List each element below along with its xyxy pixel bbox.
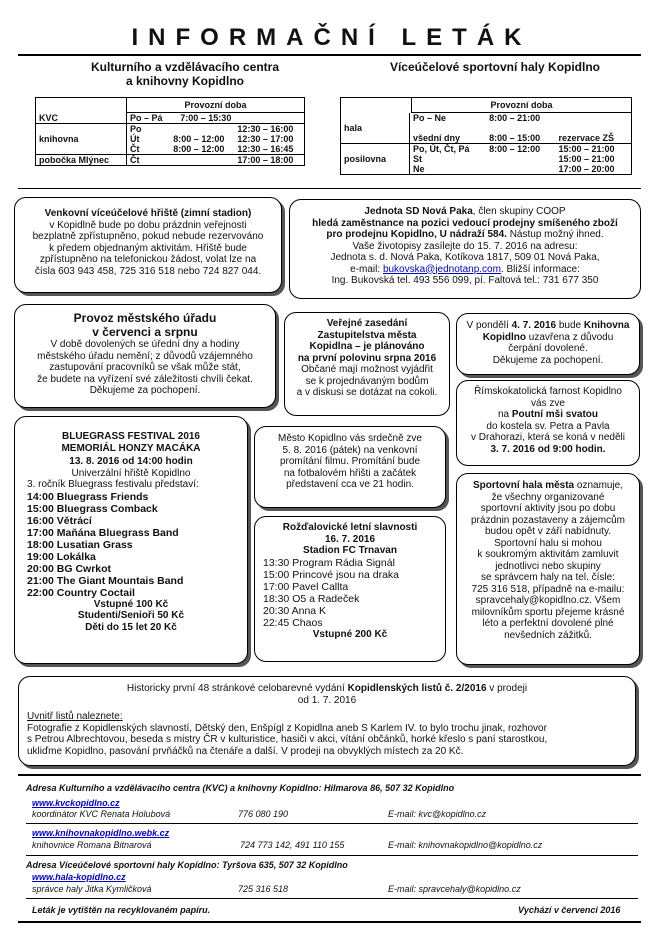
hala-row-days: všední dny [413,133,461,143]
listy-contents-title: Uvnitř listů naleznete: [27,711,123,722]
footer-hala-phone: 725 316 518 [238,884,289,894]
footer-library-web-link[interactable]: www.knihovnakopidlno.webk.cz [32,828,170,838]
sportovni-notice [456,473,640,665]
footer-hala-web-link[interactable]: www.hala-kopidlno.cz [32,872,126,882]
bluegrass-program-item: 17:00 Maňána Bluegrass Band [27,526,179,539]
kino-line: Město Kopidlno vás srdečně zve [278,433,422,444]
slavnosti-title: Rožďalovické letní slavnosti [282,522,418,533]
urad-subtitle: v červenci a srpnu [92,325,198,339]
urad-line: zastupování pracovníků se však může stát, [49,362,241,373]
hala-row-days: St [413,154,422,164]
kvc-row [36,124,304,135]
bluegrass-notice [14,416,248,664]
kino-notice [254,426,446,508]
knihovna-date: 4. 7. 2016 [511,320,557,331]
sportovni-line: 725 316 518, případně na e-mailu: [471,583,625,595]
bluegrass-program-item: 22:00 Country Coctail [27,586,135,599]
jednota-line: hledá zaměstnance na pozici vedoucí prodejny smíšeného zboží [312,217,618,229]
kvc-row [36,113,304,124]
kvc-heading-line2: a knihovny Kopidlno [125,74,244,88]
listy-line: Historicky první 48 stránkové celobarevné vydání [126,683,348,694]
footer-hala-manager: správce haly Jitka Kymličková [32,884,152,894]
sportovni-line: spravcehaly@kopidlno.cz. Všem [475,595,621,606]
slavnosti-program [255,557,445,629]
knihovna-text: bude [556,320,584,331]
zasedani-line: na první polovinu srpna 2016 [297,352,437,364]
hriste-line: v Kopidlně bude po dobu prázdnin veřejnosti [49,219,247,231]
listy-contents: Fotografie z Kopidlenských slavností, Dětský den, Enšpígl z Kopidlna aneb S Karlem IV. to bylo trochu jinak, rozhovor [27,722,547,734]
hriste-notice [14,197,282,293]
footer-divider [18,774,641,776]
sportovni-title: Sportovní hala města [472,480,575,491]
hala-row [341,113,631,123]
hala-row-days: Po – Ne [413,113,447,123]
knihovna-text: V pondělí [466,320,512,331]
slavnosti-price: Vstupné 200 Kč [312,628,388,640]
bluegrass-intro: 3. ročník Bluegrass festivalu představí: [27,479,199,490]
kvc-row-time2: 12:30 – 17:00 [237,134,294,144]
sportovni-line: k soukromým aktivitám zamluvit [477,549,619,560]
hala-hours-table [340,97,632,175]
slavnosti-notice [254,516,446,662]
hala-row-days: Po, Út, Čt, Pá [413,144,470,154]
urad-notice [14,304,276,408]
kvc-row-days: Čt [130,155,140,165]
hala-row [341,133,631,144]
knihovna-name: Knihovna [583,320,630,331]
sportovni-line: se správcem haly na tel. čísle: [481,572,615,583]
listy-contents: s Petrou Albrechtovou, beseda s mistry ČR v kulturistice, hasiči v akci, vítání občánků, horké křeslo s paní starostkou, [27,734,548,745]
kvc-row-time: 7:00 – 15:30 [180,113,232,123]
zasedani-line: Kopidlna – je plánováno [309,341,425,352]
footer-row-divider [26,855,638,856]
bluegrass-venue: Univerzální hřiště Kopidlno [71,467,191,479]
kvc-row-name: KVC [36,113,127,124]
sportovni-line: milovníkům sportu přejeme krásné [471,606,625,618]
listy-issue: Kopidlenských listů č. 2/2016 [347,683,487,694]
knihovna-name: Kopidlno [482,331,527,343]
sportovni-line: budou opět v září nabídnuty. [484,526,611,537]
zasedani-line: Občané mají možnost vyjádřit [301,364,433,375]
kvc-row-name: pobočka Mlýnec [36,155,127,166]
knihovna-text: čerpání dovolené. [508,343,588,354]
bluegrass-price: Studenti/Senioři 50 Kč [77,610,185,621]
zasedani-notice [284,312,450,416]
kvc-row-time [170,155,234,166]
farnost-date: 3. 7. 2016 od 9:00 hodin. [490,443,606,455]
slavnosti-program-item: 18:30 O5 a Radeček [263,592,360,605]
sportovni-line: léto a perfektní dovolené plné [482,618,614,629]
bluegrass-program-item: 15:00 Bluegrass Comback [27,502,158,515]
footer-kvc-coordinator: koordinátor KVC Renata Holubová [32,809,171,819]
kvc-hours-table [35,97,305,166]
farnost-line: do kostela sv. Petra a Pavla [486,420,610,432]
hala-row-time: 8:00 – 12:00 [489,144,541,154]
slavnosti-program-item: 17:00 Pavel Callta [263,580,349,593]
hriste-line: k předem objednaným aktivitám. Hřiště bude [49,242,247,254]
urad-line: V době dovolených se úřední dny a hodiny [50,339,240,350]
urad-thanks: Děkujeme za pochopení. [89,385,201,396]
hriste-title: Venkovní víceúčelové hřiště (zimní stadion) [44,208,252,219]
kvc-hours-rows [36,113,304,165]
kvc-row-time: 8:00 – 12:00 [173,134,225,144]
kvc-row-days: Čt [130,144,140,154]
kvc-row-time2: 12:30 – 16:00 [237,124,294,134]
hala-row [341,123,631,133]
slavnosti-program-item: 22:45 Chaos [263,616,323,629]
bluegrass-program-item: 18:00 Lusatian Grass [27,538,133,551]
bluegrass-program-item: 16:00 Větrácí [27,514,92,527]
knihovna-text: uzavřena z důvodu [526,331,614,343]
bluegrass-subtitle: MEMORIÁL HONZY MACÁKA [61,442,201,454]
kvc-row [36,144,304,155]
footer-issue-date: Vychází v červenci 2016 [518,905,621,915]
jednota-email-link[interactable]: bukovska@jednotanp.com [382,263,501,275]
kvc-row [36,134,304,144]
kvc-row-days: Út [130,134,140,144]
title-divider [18,54,641,56]
sportovni-line: jednotlivci nebo skupiny [495,560,601,572]
listy-notice [18,676,636,766]
section-divider [18,188,641,189]
footer-hala-address: Adresa Víceúčelové sportovní haly Kopidlno: Tyršova 635, 507 32 Kopidlno [26,860,348,870]
footer-kvc-email[interactable]: E-mail: kvc@kopidlno.cz [388,809,487,819]
hala-row [341,154,631,164]
jednota-line: Vaše životopisy zasílejte do 15. 7. 2016 na adresu: [352,240,578,252]
sportovni-line: nevšedních zážitků. [504,629,592,641]
urad-line: městského úřadu nemění; z důvodů vzájemného [37,350,253,362]
bluegrass-program-item: 21:00 The Giant Mountais Band [27,574,184,587]
bluegrass-price: Děti do 15 let 20 Kč [85,621,177,633]
kvc-row-days: Po [130,124,142,134]
slavnosti-venue: Stadion FC Trnavan [303,545,397,556]
kvc-row-time2: 17:00 – 18:00 [237,155,294,165]
kino-line: promítání filmu. Promítání bude [279,456,421,467]
farnost-title: Římskokatolická farnost Kopidlno [474,386,622,397]
footer-librarian: knihovnice Romana Bitnarová [32,840,152,850]
kino-line: 5. 8. 2016 (pátek) na venkovní [282,444,418,456]
slavnosti-program-item: 15:00 Princové jsou na draka [263,568,400,581]
zasedani-line: Zastupitelstva města [317,329,417,341]
jednota-info: . Bližší informace: [500,263,580,275]
kvc-row-time [170,124,234,135]
knihovna-notice [456,313,640,375]
bluegrass-title: BLUEGRASS FESTIVAL 2016 [62,431,200,442]
knihovna-thanks: Děkujeme za pochopení. [492,354,604,366]
hala-row-time2: 15:00 – 21:00 [558,144,615,154]
hala-row-days: Ne [413,164,425,174]
farnost-line: na [497,409,512,420]
bottom-divider [18,921,641,923]
zasedani-line: se k projednávaným bodům [305,375,429,387]
hala-row-time: 8:00 – 21:00 [489,113,541,123]
kvc-heading [40,60,330,88]
hala-row-time2: 15:00 – 21:00 [558,154,615,164]
page-title: INFORMAČNÍ LETÁK [131,24,532,51]
listy-contents: ukliďme Kopidlno, pasování prvňáčků na čtenáře a další. V prodeji na obvyklých místech za 20 Kč. [27,745,464,757]
slavnosti-program-item: 13:30 Program Rádia Signál [263,556,395,569]
farnost-notice [456,380,640,466]
kvc-row-name: knihovna [36,134,127,144]
footer-recycled-note: Leták je vytištěn na recyklovaném papíru. [32,905,211,915]
jednota-coop: , člen skupiny COOP [472,206,566,217]
hala-row [341,164,631,174]
bluegrass-program-item: 19:00 Lokálka [27,550,96,563]
kino-line: představení cca ve 21 hodin. [286,479,414,490]
hala-row-name: posilovna [341,154,410,164]
hriste-phones: čísla 603 943 458, 725 316 518 nebo 724 827 044. [34,265,262,277]
footer-library-phone: 724 773 142, 491 110 155 [240,840,345,850]
bluegrass-date: 13. 8. 2016 od 14:00 hodin [69,456,193,467]
jednota-line: pro prodejnu Kopidlno, U nádraží 584. [326,229,507,240]
hriste-line: zpřístupněno na telefonickou žádost, volat lze na [39,254,257,265]
footer-kvc-address: Adresa Kulturního a vzdělávacího centra (KVC) a knihovny Kopidlno: Hilmarova 86, 507 32 Kopidlno [26,783,455,793]
listy-date: od 1. 7. 2016 [297,694,357,706]
kvc-hours-title: Provozní doba [126,98,304,113]
footer-hala-email[interactable]: E-mail: spravcehaly@kopidlno.cz [388,884,521,894]
zasedani-title: Veřejné zasedání [326,318,408,329]
kino-line: na fotbalovém hřišti a začátek [283,467,417,479]
hala-row-time: 8:00 – 15:00 [489,133,541,143]
hriste-line: bezplatně zpřístupněno, pokud nebude rezervováno [32,231,264,242]
hala-hours-rows [341,113,631,174]
footer-row-divider [26,898,638,899]
jednota-address: Jednota s. d. Nová Paka, Kotíkova 1817, 509 01 Nová Paka, [330,252,600,263]
bluegrass-program-item: 14:00 Bluegrass Friends [27,490,149,503]
farnost-event: Poutní mši svatou [511,409,599,420]
footer-library-email[interactable]: E-mail: knihovnakopidlno@kopidlno.cz [388,840,543,850]
footer-row-divider [26,823,638,824]
footer-kvc-phone: 776 080 190 [238,809,289,819]
jednota-notice [289,199,641,299]
hala-row-name: hala [341,123,410,133]
kvc-heading-line1: Kulturního a vzdělávacího centra [90,60,280,74]
hala-row [341,144,631,155]
slavnosti-date: 16. 7. 2016 [324,533,376,545]
slavnosti-program-item: 20:30 Anna K [263,604,327,617]
sportovni-line: sportovní aktivity jsou po dobu [480,503,616,514]
kvc-row-time2: 12:30 – 16:45 [237,144,294,154]
sportovni-line: oznamuje, [574,480,624,491]
kvc-row-days: Po – Pá [130,113,163,123]
sportovni-line: Sportovní halu si mohou [494,537,602,549]
urad-line: že budete na vyřízení své záležitosti chvíli čekat. [37,373,253,385]
kvc-row-time2 [234,113,304,124]
hala-heading: Víceúčelové sportovní haly Kopidlno [389,60,601,74]
footer-kvc-web-link[interactable]: www.kvckopidlno.cz [32,798,120,808]
hala-row-note: rezervace ZŠ [558,133,615,143]
farnost-line: v Drahorazi, která se koná v neděli [471,432,625,443]
bluegrass-program [15,491,247,599]
hala-hours-title: Provozní doba [411,98,631,113]
farnost-line: vás zve [531,397,565,409]
sportovni-line: prázdnin pozastaveny a zájemcům [471,514,625,526]
urad-title: Provoz městského úřadu [73,311,217,325]
jednota-name: Jednota SD Nová Paka [364,206,473,217]
jednota-email-label: e-mail: [350,263,383,275]
jednota-start: Nástup možný ihned. [506,229,604,240]
sportovni-line: že všechny organizované [491,491,605,503]
bluegrass-program-item: 20:00 BG Cwrkot [27,562,112,575]
kvc-row-time: 8:00 – 12:00 [173,144,225,154]
jednota-contacts: Ing. Bukovská tel. 493 556 099, pí. Faltová tel.: 731 677 350 [331,275,599,286]
kvc-row [36,155,304,166]
listy-line: v prodeji [486,683,528,694]
zasedani-line: a v diskusi se dotázat na cokoli. [296,387,438,398]
bluegrass-price: Vstupné 100 Kč [93,598,169,610]
hala-row-time2: 17:00 – 20:00 [558,164,615,174]
